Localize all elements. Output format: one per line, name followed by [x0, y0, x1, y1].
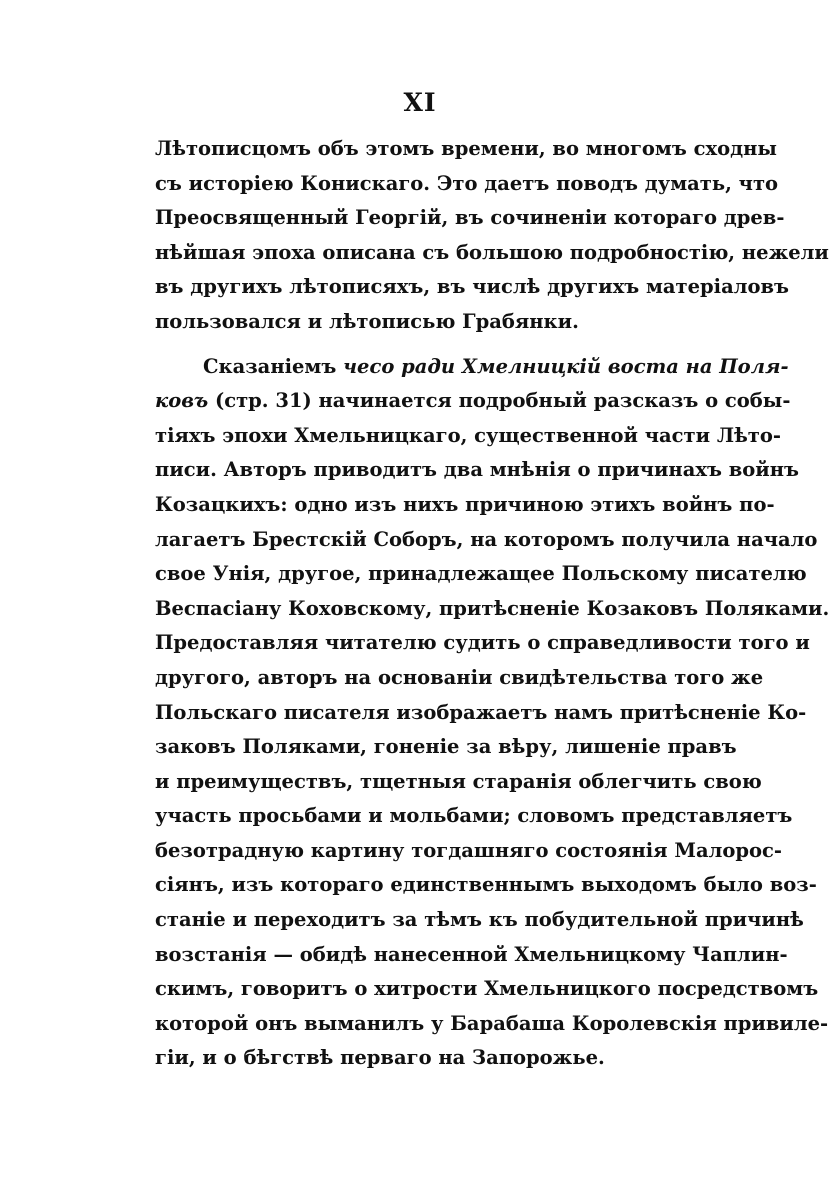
- text-line: тіяхъ эпохи Хмельницкаго, существенной части Лѣто-: [155, 423, 781, 447]
- italic-title-run: ковъ: [155, 389, 209, 413]
- text-line: Веспасіану Коховскому, притѣсненіе Козаковъ Поляками.: [155, 596, 830, 620]
- text-line: въ другихъ лѣтописяхъ, въ числѣ другихъ матеріаловъ: [155, 275, 789, 299]
- text-line: гіи, и о бѣгствѣ перваго на Запорожье.: [155, 1046, 605, 1070]
- text-run: Сказаніемъ: [203, 354, 344, 378]
- text-line: и преимуществъ, тщетныя старанія облегчить свою: [155, 769, 762, 793]
- text-line: участь просьбами и мольбами; словомъ представляетъ: [155, 804, 793, 828]
- paragraph-2: [155, 350, 830, 1076]
- text-line: скимъ, говоритъ о хитрости Хмельницкого посредствомъ: [155, 977, 819, 1001]
- page-number: XI: [403, 88, 437, 117]
- text-line: Лѣтописцомъ объ этомъ времени, во многомъ сходны: [155, 137, 777, 160]
- text-line: Польскаго писателя изображаетъ намъ притѣсненіе Ко-: [155, 700, 807, 724]
- text-line: безотрадную картину тогдашняго состоянія Малорос-: [155, 838, 782, 862]
- text-line: Предоставляя читателю судить о справедливости того и: [155, 631, 810, 655]
- paragraph-1: [155, 132, 829, 340]
- text-line: станіе и переходитъ за тѣмъ къ побудительной причинѣ: [155, 908, 804, 932]
- text-line: Преосвященный Георгій, въ сочиненіи котораго древ-: [155, 206, 785, 230]
- text-line: нѣйшая эпоха описана съ большою подробностію, нежели: [155, 240, 829, 264]
- text-line: съ исторіею Конискаго. Это даетъ поводъ думать, что: [155, 171, 779, 195]
- text-line: сіянъ, изъ котораго единственнымъ выходомъ было воз-: [155, 873, 817, 897]
- text-line: заковъ Поляками, гоненіе за вѣру, лишеніе правъ: [155, 735, 737, 759]
- text-line: пользовался и лѣтописью Грабянки.: [155, 309, 579, 333]
- text-run: (стр. 31) начинается подробный разсказъ о собы-: [208, 389, 791, 413]
- body-text: [155, 132, 830, 1076]
- text-line: писи. Авторъ приводитъ два мнѣнія о причинахъ войнъ: [155, 458, 799, 482]
- paragraph-gap: [155, 340, 715, 350]
- text-line: [155, 384, 791, 419]
- text-line: которой онъ выманилъ у Барабаша Королевскія привиле-: [155, 1011, 829, 1035]
- italic-title-run: чесо ради Хмелницкій воста на Поля-: [343, 354, 789, 378]
- text-line: другого, авторъ на основаніи свидѣтельства того же: [155, 665, 764, 689]
- text-line: [155, 350, 789, 385]
- text-line: свое Унія, другое, принадлежащее Польскому писателю: [155, 562, 807, 586]
- text-line: возстанія — обидѣ нанесенной Хмельницкому Чаплин-: [155, 942, 788, 966]
- text-line: лагаетъ Брестскій Соборъ, на которомъ получила начало: [155, 527, 818, 551]
- text-line: Козацкихъ: одно изъ нихъ причиною этихъ войнъ по-: [155, 492, 775, 516]
